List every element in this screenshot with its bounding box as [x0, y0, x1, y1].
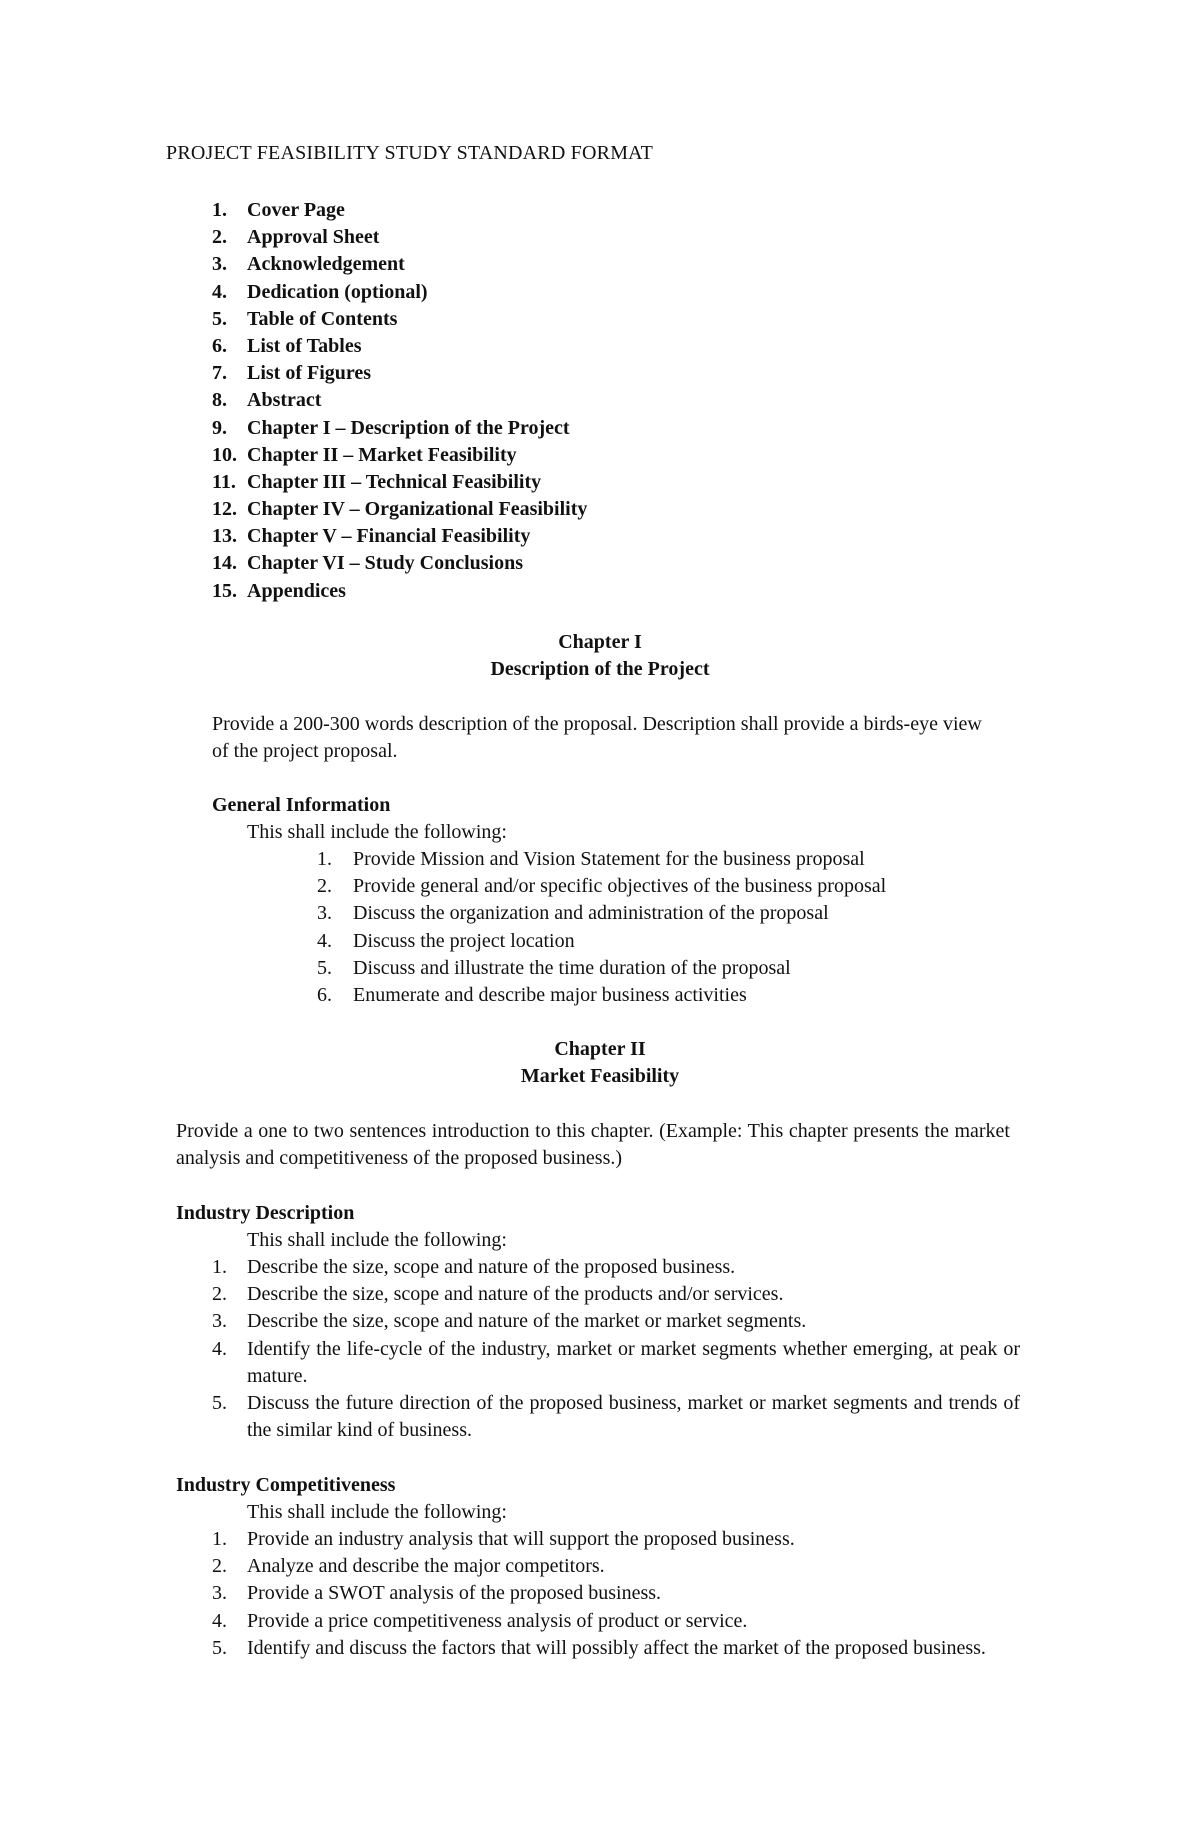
- general-information-list: [317, 846, 997, 1009]
- chapter-1-heading: [0, 629, 1200, 683]
- list-item: 5. Identify and discuss the factors that will possibly affect the market of the proposed business.: [212, 1636, 986, 1659]
- outline-item: 9. Chapter I – Description of the Project: [212, 416, 570, 439]
- list-item: 2. Provide general and/or specific objectives of the business proposal: [317, 875, 887, 898]
- industry-competitiveness-list: [212, 1526, 1020, 1662]
- list-item: 4. Identify the life-cycle of the industry, market or market segments whether emerging, at peak or mature.: [212, 1337, 1020, 1387]
- list-item: 5. Discuss and illustrate the time duration of the proposal: [317, 956, 791, 979]
- general-information-intro: This shall include the following:: [247, 821, 507, 843]
- chapter-2-title: Market Feasibility: [520, 1065, 680, 1088]
- list-item: 4. Discuss the project location: [317, 929, 575, 952]
- industry-description-heading: Industry Description: [176, 1202, 355, 1224]
- outline-item: 8. Abstract: [212, 389, 322, 412]
- list-item: 3. Describe the size, scope and nature of the market or market segments.: [212, 1310, 807, 1333]
- outline-item: 15. Appendices: [212, 579, 346, 602]
- outline-item: 5. Table of Contents: [212, 307, 398, 330]
- outline-item: 12. Chapter IV – Organizational Feasibility: [212, 498, 588, 521]
- industry-description-intro: This shall include the following:: [247, 1229, 507, 1251]
- outline-item: 13. Chapter V – Financial Feasibility: [212, 525, 531, 548]
- list-item: 4. Provide a price competitiveness analysis of product or service.: [212, 1609, 748, 1632]
- outline-item: 11. Chapter III – Technical Feasibility: [212, 470, 542, 493]
- industry-competitiveness-heading: Industry Competitiveness: [176, 1474, 396, 1496]
- chapter-1-description: Provide a 200-300 words description of the proposal. Description shall provide a birds-eye view of the project proposal.: [212, 713, 982, 763]
- list-item: 2. Describe the size, scope and nature of the products and/or services.: [212, 1283, 784, 1306]
- format-outline-list: [212, 197, 587, 605]
- list-item: 1. Describe the size, scope and nature of the proposed business.: [212, 1256, 736, 1278]
- industry-description-list: [212, 1254, 1020, 1444]
- outline-item: 2. Approval Sheet: [212, 226, 380, 249]
- outline-item: 14. Chapter VI – Study Conclusions: [212, 552, 524, 575]
- outline-item: 10. Chapter II – Market Feasibility: [212, 443, 517, 466]
- list-item: 3. Discuss the organization and administration of the proposal: [317, 902, 829, 925]
- list-item: 5. Discuss the future direction of the proposed business, market or market segments and trends of the similar kind of business.: [212, 1392, 1020, 1442]
- chapter-2-label: Chapter II: [554, 1038, 646, 1060]
- list-item: 3. Provide a SWOT analysis of the proposed business.: [212, 1582, 662, 1605]
- chapter-2-intro: Provide a one to two sentences introduction to this chapter. (Example: This chapter presents the market analysis and competitiveness of the proposed business.): [176, 1120, 1010, 1170]
- list-item: 6. Enumerate and describe major business activities: [317, 984, 747, 1007]
- list-item: 1. Provide Mission and Vision Statement for the business proposal: [317, 848, 865, 870]
- document-title: PROJECT FEASIBILITY STUDY STANDARD FORMAT: [166, 142, 654, 164]
- chapter-2-heading: [0, 1036, 1200, 1090]
- list-item: 1. Provide an industry analysis that will support the proposed business.: [212, 1528, 795, 1550]
- outline-item: 6. List of Tables: [212, 334, 362, 357]
- industry-competitiveness-intro: This shall include the following:: [247, 1501, 507, 1523]
- chapter-1-title: Description of the Project: [490, 658, 710, 681]
- outline-item: 7. List of Figures: [212, 362, 372, 385]
- general-information-heading: General Information: [212, 794, 391, 816]
- list-item: 2. Analyze and describe the major competitors.: [212, 1555, 605, 1578]
- outline-item: 4. Dedication (optional): [212, 280, 428, 303]
- outline-item: 1. Cover Page: [212, 199, 345, 221]
- outline-item: 3. Acknowledgement: [212, 253, 405, 276]
- chapter-1-label: Chapter I: [558, 631, 642, 653]
